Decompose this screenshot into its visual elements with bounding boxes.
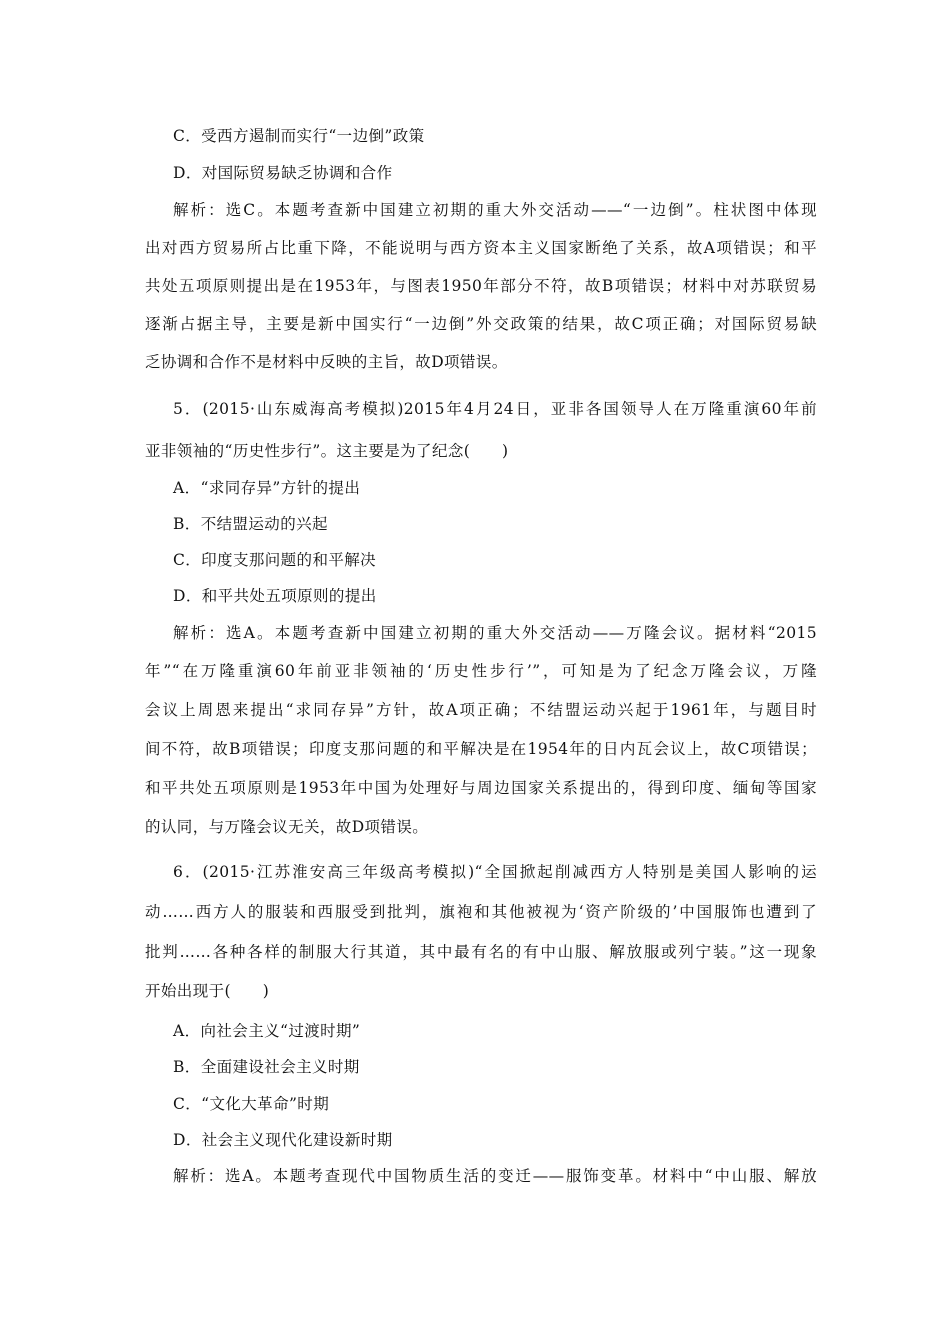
- q5-analysis-line: 间不符，故B项错误；印度支那问题的和平解决是在1954年的日内瓦会议上，故C项错误；: [145, 740, 817, 758]
- q6-option-c: C．“文化大革命”时期: [173, 1095, 330, 1113]
- q5-option-c: C．印度支那问题的和平解决: [173, 551, 377, 569]
- q4-analysis-line: 逐渐占据主导，主要是新中国实行“一边倒”外交政策的结果，故C项正确；对国际贸易缺: [145, 315, 817, 333]
- q4-analysis-line: 解析：选C。本题考查新中国建立初期的重大外交活动——“一边倒”。柱状图中体现: [173, 201, 817, 219]
- q6-option-b: B．全面建设社会主义时期: [173, 1058, 360, 1076]
- q5-stem-line: 亚非领袖的“历史性步行”。这主要是为了纪念( ): [145, 442, 509, 460]
- q4-option-d: D．对国际贸易缺乏协调和合作: [173, 164, 393, 182]
- q4-option-c: C．受西方遏制而实行“一边倒”政策: [173, 127, 425, 145]
- q6-stem-line: 6．(2015·江苏淮安高三年级高考模拟)“全国掀起削减西方人特别是美国人影响的运: [173, 863, 817, 881]
- q4-analysis-line: 乏协调和合作不是材料中反映的主旨，故D项错误。: [145, 353, 508, 371]
- q6-option-d: D．社会主义现代化建设新时期: [173, 1131, 393, 1149]
- q5-analysis-line: 和平共处五项原则是1953年中国为处理好与周边国家关系提出的，得到印度、缅甸等国家: [145, 779, 817, 797]
- q6-analysis-line: 解析：选A。本题考查现代中国物质生活的变迁——服饰变革。材料中“中山服、解放: [173, 1167, 817, 1185]
- q5-analysis-line: 年”“在万隆重演60年前亚非领袖的‘历史性步行’”，可知是为了纪念万隆会议，万隆: [145, 662, 817, 680]
- q5-analysis-line: 会议上周恩来提出“求同存异”方针，故A项正确；不结盟运动兴起于1961年，与题目时: [145, 701, 817, 719]
- q6-stem-line: 开始出现于( ): [145, 982, 270, 1000]
- q4-analysis-line: 出对西方贸易所占比重下降，不能说明与西方资本主义国家断绝了关系，故A项错误；和平: [145, 239, 817, 257]
- q5-option-a: A．“求同存异”方针的提出: [173, 479, 361, 497]
- q4-analysis-line: 共处五项原则提出是在1953年，与图表1950年部分不符，故B项错误；材料中对苏联贸易: [145, 277, 817, 295]
- q6-stem-line: 动……西方人的服装和西服受到批判，旗袍和其他被视为‘资产阶级的’中国服饰也遭到了: [145, 903, 817, 921]
- q5-stem-line: 5．(2015·山东威海高考模拟)2015年4月24日，亚非各国领导人在万隆重演60年前: [173, 400, 817, 418]
- q5-option-b: B．不结盟运动的兴起: [173, 515, 328, 533]
- q5-analysis-line: 解析：选A。本题考查新中国建立初期的重大外交活动——万隆会议。据材料“2015: [173, 624, 817, 642]
- q6-option-a: A．向社会主义“过渡时期”: [173, 1022, 361, 1040]
- q6-stem-line: 批判……各种各样的制服大行其道，其中最有名的有中山服、解放服或列宁装。”这一现象: [145, 943, 817, 961]
- q5-analysis-line: 的认同，与万隆会议无关，故D项错误。: [145, 818, 429, 836]
- q5-option-d: D．和平共处五项原则的提出: [173, 587, 377, 605]
